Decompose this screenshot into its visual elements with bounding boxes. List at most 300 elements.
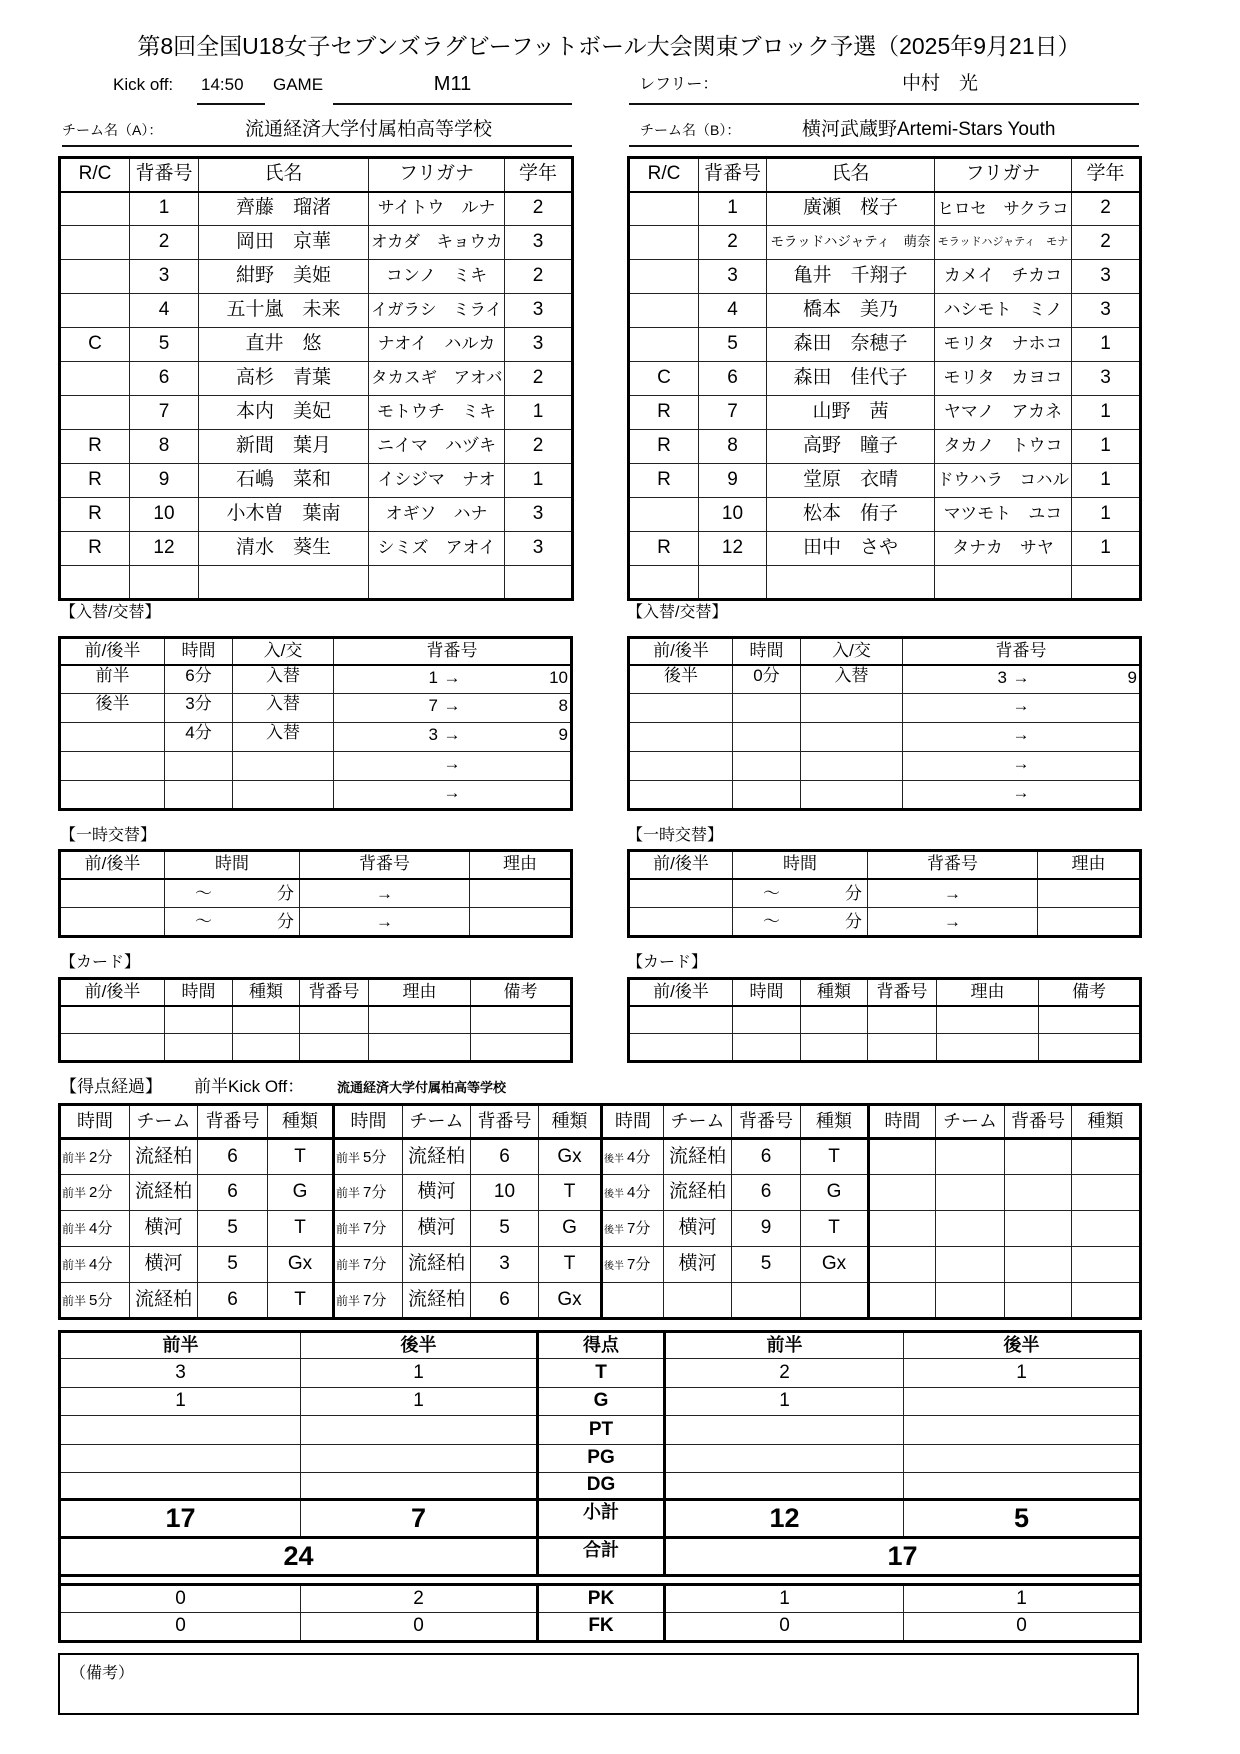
jersey-number-cell: 4 [130, 294, 199, 328]
reason-cell [470, 879, 572, 908]
referee-label: レフリー： [639, 76, 719, 93]
team-b-label: チーム名（B）： [640, 122, 741, 138]
half-cell [629, 723, 733, 752]
jersey-number-cell: 1 [699, 192, 767, 226]
jersey-change-cell [903, 723, 1141, 752]
score-type-cell: T [801, 1139, 869, 1175]
roster-header-row [629, 158, 1141, 192]
jersey-number-cell: 7 [699, 396, 767, 430]
score-summary-header-row [60, 1332, 1141, 1359]
jersey-number-cell: 8 [699, 430, 767, 464]
roster-row [629, 260, 1141, 294]
rc-cell [60, 294, 130, 328]
jersey-change-cell [334, 694, 572, 723]
roster-row [60, 396, 573, 430]
jersey-number-cell: 2 [130, 226, 199, 260]
score-type-label: G [538, 1388, 665, 1416]
roster-header-cell: 背番号 [130, 158, 199, 192]
half-label: 後半 [604, 1189, 624, 1201]
score-type-header: 得点 [538, 1332, 665, 1359]
cards-header-cell: 種類 [801, 979, 868, 1006]
cards-header-cell: 時間 [165, 979, 233, 1006]
sub-type-cell: 入替 [233, 723, 334, 752]
score-team-cell [664, 1283, 732, 1319]
score-summary-table [58, 1330, 1142, 1643]
jersey-change-cell [903, 665, 1141, 694]
time-cell [165, 752, 233, 781]
roster-header-cell: フリガナ [369, 158, 505, 192]
jersey-number-cell: 2 [699, 226, 767, 260]
kickoff-label: Kick off: [113, 75, 174, 94]
arrow-right-icon: → [1012, 696, 1030, 715]
half-label: 前半 [62, 1186, 87, 1201]
scoring-header-row [60, 1105, 1141, 1139]
score-time [871, 1289, 874, 1310]
team-b-second-half-value [904, 1445, 1141, 1473]
in-number: 8 [558, 696, 568, 715]
team-a-second-half-value: 1 [301, 1359, 538, 1388]
grade-cell: 3 [505, 498, 573, 532]
roster-header-cell: フリガナ [935, 158, 1072, 192]
minute-label: 4分 [627, 1148, 651, 1166]
temporary-header-cell: 背番号 [868, 851, 1038, 879]
team-b-temporary-heading: 【一時交替】 [627, 827, 724, 844]
penalty-type-label: PK [538, 1585, 665, 1613]
card-time-cell [733, 1006, 801, 1034]
jersey-number-cell [699, 566, 767, 600]
team-b-second-half-value: 1 [904, 1359, 1141, 1388]
rc-cell [629, 260, 699, 294]
score-time [871, 1217, 874, 1238]
score-time [604, 1217, 650, 1238]
player-name-cell: 森田 奈穂子 [767, 328, 935, 362]
minute-label: 7分 [363, 1291, 387, 1309]
roster-row [629, 396, 1141, 430]
score-time-cell [60, 1175, 130, 1211]
jersey-change-cell [903, 694, 1141, 723]
score-summary-row [60, 1473, 1141, 1500]
score-type-cell: T [268, 1139, 334, 1175]
score-type-label: T [538, 1359, 665, 1388]
substitution-header-cell: 背番号 [903, 638, 1141, 665]
team-b-first-half-value [665, 1416, 904, 1445]
minute-label: 5分 [363, 1148, 387, 1166]
score-team-cell [936, 1139, 1005, 1175]
team-b-second-half-value [904, 1388, 1141, 1416]
score-number-cell: 6 [198, 1283, 268, 1319]
temporary-row [629, 879, 1141, 908]
score-time [336, 1253, 386, 1274]
referee-name: 中村 光 [902, 73, 979, 94]
player-name-cell: 松本 侑子 [767, 498, 935, 532]
team-a-second-half-value: 7 [301, 1500, 538, 1538]
half-label: 後半 [604, 1261, 624, 1273]
grade-cell: 2 [505, 430, 573, 464]
score-summary-body [60, 1332, 1141, 1642]
score-number-cell: 6 [732, 1139, 801, 1175]
arrow-right-icon: → [443, 696, 461, 715]
score-summary-row [60, 1445, 1141, 1473]
team-b-first-half-value [665, 1445, 904, 1473]
player-kana-cell: カメイ チカコ [935, 260, 1072, 294]
grade-cell [505, 566, 573, 600]
score-time-cell [602, 1211, 664, 1247]
card-time-cell [165, 1034, 233, 1062]
score-team-cell [936, 1175, 1005, 1211]
sub-type-cell [801, 723, 903, 752]
reason-cell [470, 908, 572, 937]
card-reason-cell [937, 1006, 1039, 1034]
team-b-substitution-table [627, 636, 1142, 811]
score-type-cell: Gx [801, 1247, 869, 1283]
minute-label: 7分 [363, 1184, 387, 1202]
player-name-cell: 田中 さや [767, 532, 935, 566]
grade-cell: 3 [505, 328, 573, 362]
team-b-second-half-header: 後半 [904, 1332, 1141, 1359]
scoring-header-cell: 背番号 [1005, 1105, 1072, 1139]
penalty-row [60, 1613, 1141, 1642]
substitution-header-cell: 前/後半 [60, 638, 165, 665]
card-number-cell [868, 1034, 937, 1062]
half-cell: 前半 [60, 665, 165, 694]
time-cell [733, 694, 801, 723]
kickoff-time-underline [197, 103, 265, 105]
score-type-cell [1072, 1247, 1141, 1283]
scoring-header-cell: 時間 [602, 1105, 664, 1139]
score-number-cell: 6 [198, 1175, 268, 1211]
card-note-cell [471, 1006, 572, 1034]
card-half-cell [60, 1006, 165, 1034]
temporary-header-cell: 背番号 [300, 851, 470, 879]
time-cell [733, 752, 801, 781]
player-name-cell: 直井 悠 [199, 328, 369, 362]
substitution-header-cell: 前/後半 [629, 638, 733, 665]
rc-cell: R [60, 430, 130, 464]
score-number-cell: 6 [471, 1139, 539, 1175]
score-time [604, 1289, 607, 1310]
score-type-cell [1072, 1175, 1141, 1211]
game-id: M11 [433, 73, 472, 95]
team-b-roster-body [629, 158, 1141, 600]
team-a-substitution-heading: 【入替/交替】 [60, 604, 161, 621]
team-a-first-half-value: 0 [60, 1613, 301, 1642]
card-half-cell [629, 1006, 733, 1034]
arrow-right-icon: → [1012, 783, 1030, 802]
player-name-cell: 石嶋 菜和 [199, 464, 369, 498]
scoring-header-cell: 種類 [801, 1105, 869, 1139]
scoring-header-cell: 背番号 [198, 1105, 268, 1139]
card-type-cell [801, 1006, 868, 1034]
temporary-header-cell: 理由 [1038, 851, 1141, 879]
score-time-cell [869, 1283, 936, 1319]
substitution-row [60, 752, 572, 781]
player-name-cell: 亀井 千翔子 [767, 260, 935, 294]
substitution-row [60, 665, 572, 694]
score-team-cell [936, 1211, 1005, 1247]
score-number-cell [1005, 1247, 1072, 1283]
minute-unit: 分 [277, 883, 294, 903]
scoring-header-cell: 時間 [869, 1105, 936, 1139]
arrow-right-icon: → [1012, 754, 1030, 773]
player-name-cell [199, 566, 369, 600]
grade-cell [1072, 566, 1141, 600]
minute-label: 7分 [363, 1220, 387, 1238]
score-time-cell [334, 1211, 403, 1247]
score-time-cell [602, 1139, 664, 1175]
score-time [62, 1289, 112, 1310]
card-time-cell [165, 1006, 233, 1034]
score-team-cell: 横河 [403, 1175, 471, 1211]
team-a-substitution-table [58, 636, 573, 811]
player-name-cell: 廣瀬 桜子 [767, 192, 935, 226]
score-number-cell: 5 [471, 1211, 539, 1247]
score-team-cell [936, 1247, 1005, 1283]
team-a-second-half-value [301, 1445, 538, 1473]
score-number-cell: 6 [471, 1283, 539, 1319]
team-b-first-half-value: 12 [665, 1500, 904, 1538]
game-label: GAME [273, 75, 324, 94]
rc-cell: R [629, 430, 699, 464]
half-cell [629, 908, 733, 937]
grade-cell: 3 [505, 532, 573, 566]
player-name-cell: 堂原 衣晴 [767, 464, 935, 498]
score-type-cell [801, 1283, 869, 1319]
sub-type-cell [233, 781, 334, 810]
sub-type-cell [801, 694, 903, 723]
out-number: 3 [428, 725, 438, 744]
jersey-number-cell: 10 [130, 498, 199, 532]
team-b-substitution-body [629, 638, 1141, 810]
jersey-number-cell: 6 [699, 362, 767, 396]
score-time-cell [60, 1283, 130, 1319]
jersey-change-cell [903, 752, 1141, 781]
team-b-first-half-value [665, 1473, 904, 1500]
score-time [62, 1253, 112, 1274]
team-a-total-value: 24 [60, 1538, 538, 1576]
scoring-progress-table [58, 1103, 1142, 1320]
card-half-cell [60, 1034, 165, 1062]
player-kana-cell [935, 566, 1072, 600]
minute-label: 4分 [627, 1184, 651, 1202]
score-time-cell [334, 1283, 403, 1319]
team-b-first-half-value: 0 [665, 1613, 904, 1642]
score-time [604, 1253, 650, 1274]
scoring-header-cell: 背番号 [471, 1105, 539, 1139]
jersey-number-cell: 9 [699, 464, 767, 498]
jersey-change-cell [868, 908, 1038, 937]
score-type-cell [1072, 1211, 1141, 1247]
score-time [62, 1181, 112, 1202]
half-cell: 後半 [629, 665, 733, 694]
half-label: 前半 [336, 1186, 361, 1201]
time-cell: 6分 [165, 665, 233, 694]
player-kana-cell: イガラシ ミライ [369, 294, 505, 328]
cards-header-row [60, 979, 572, 1006]
card-time-cell [733, 1034, 801, 1062]
card-number-cell [300, 1006, 369, 1034]
score-summary-row [60, 1500, 1141, 1538]
game-id-underline [333, 103, 572, 105]
substitution-row [629, 665, 1141, 694]
team-a-name: 流通経済大学付属柏高等学校 [245, 119, 493, 140]
rc-cell [629, 566, 699, 600]
roster-row [60, 532, 573, 566]
out-number: 1 [428, 667, 438, 687]
score-number-cell: 9 [732, 1211, 801, 1247]
player-name-cell: 小木曽 葉南 [199, 498, 369, 532]
score-time-cell [334, 1247, 403, 1283]
team-b-total-value: 17 [665, 1538, 1141, 1576]
score-team-cell: 流経柏 [403, 1283, 471, 1319]
temporary-header-cell: 時間 [165, 851, 300, 879]
team-b-first-half-header: 前半 [665, 1332, 904, 1359]
out-number: 7 [428, 696, 438, 715]
first-half-kickoff-label: 前半Kick Off： [194, 1077, 305, 1096]
player-kana-cell: タカノ トウコ [935, 430, 1072, 464]
remarks-label: （備考） [70, 1665, 135, 1682]
substitution-row [629, 723, 1141, 752]
player-name-cell [767, 566, 935, 600]
team-a-temporary-heading: 【一時交替】 [60, 827, 157, 844]
in-number: 9 [558, 725, 568, 744]
team-b-temporary-table [627, 849, 1142, 938]
player-name-cell: 山野 茜 [767, 396, 935, 430]
half-label: 前半 [62, 1222, 87, 1237]
score-time-cell [60, 1139, 130, 1175]
scoring-header-cell: 種類 [1072, 1105, 1141, 1139]
roster-header-cell: 氏名 [199, 158, 369, 192]
score-time [336, 1181, 386, 1202]
jersey-number-cell: 4 [699, 294, 767, 328]
score-time [871, 1253, 874, 1274]
substitution-row [629, 752, 1141, 781]
grade-cell: 1 [1072, 498, 1141, 532]
scoring-header-cell: 種類 [268, 1105, 334, 1139]
score-team-cell: 流経柏 [403, 1139, 471, 1175]
roster-row [60, 430, 573, 464]
score-time-cell [869, 1247, 936, 1283]
score-time [871, 1181, 874, 1202]
player-kana-cell: ナオイ ハルカ [369, 328, 505, 362]
sub-type-cell: 入替 [801, 665, 903, 694]
score-time-cell [602, 1175, 664, 1211]
team-b-second-half-value: 1 [904, 1585, 1141, 1613]
score-time [62, 1217, 112, 1238]
roster-row [629, 532, 1141, 566]
time-range-cell [733, 908, 868, 937]
jersey-number-cell: 3 [699, 260, 767, 294]
team-a-cards-table [58, 977, 573, 1063]
team-a-first-half-header: 前半 [60, 1332, 301, 1359]
reason-cell [1038, 879, 1141, 908]
tilde-icon: ～ [763, 883, 780, 903]
substitution-row [629, 694, 1141, 723]
cards-header-cell: 背番号 [868, 979, 937, 1006]
substitution-header-row [629, 638, 1141, 665]
card-reason-cell [369, 1006, 471, 1034]
team-a-second-half-header: 後半 [301, 1332, 538, 1359]
rc-cell [629, 294, 699, 328]
player-kana-cell: モリタ カヨコ [935, 362, 1072, 396]
player-kana-cell [369, 566, 505, 600]
substitution-header-row [60, 638, 572, 665]
time-range-cell [165, 879, 300, 908]
card-number-cell [300, 1034, 369, 1062]
player-kana-cell: モラッドハジャティ モナ [935, 226, 1072, 260]
half-cell: 後半 [60, 694, 165, 723]
card-type-cell [233, 1034, 300, 1062]
roster-header-cell: 学年 [505, 158, 573, 192]
half-cell [629, 781, 733, 810]
cards-header-row [629, 979, 1141, 1006]
substitution-row [60, 723, 572, 752]
team-b-second-half-value: 0 [904, 1613, 1141, 1642]
score-time-cell [60, 1211, 130, 1247]
score-team-cell: 横河 [130, 1247, 198, 1283]
card-row [60, 1034, 572, 1062]
scoring-header-cell: 時間 [60, 1105, 130, 1139]
arrow-right-icon: → [443, 667, 461, 687]
team-b-temporary-body [629, 851, 1141, 937]
arrow-right-icon: → [944, 912, 961, 931]
roster-row [60, 566, 573, 600]
card-note-cell [471, 1034, 572, 1062]
minute-label: 5分 [89, 1291, 113, 1309]
card-row [60, 1006, 572, 1034]
rc-cell [629, 192, 699, 226]
rc-cell: R [60, 464, 130, 498]
score-team-cell: 横河 [664, 1211, 732, 1247]
jersey-change-cell [334, 781, 572, 810]
score-summary-row [60, 1416, 1141, 1445]
player-name-cell: 新間 葉月 [199, 430, 369, 464]
cards-header-cell: 前/後半 [60, 979, 165, 1006]
score-time-cell [869, 1139, 936, 1175]
minute-label: 7分 [627, 1256, 651, 1274]
team-a-first-half-value: 17 [60, 1500, 301, 1538]
temporary-header-row [629, 851, 1141, 879]
team-a-first-half-value: 0 [60, 1585, 301, 1613]
jersey-change-cell [903, 781, 1141, 810]
score-type-cell [1072, 1139, 1141, 1175]
player-name-cell: 橋本 美乃 [767, 294, 935, 328]
out-number: 3 [997, 667, 1007, 687]
cards-header-cell: 備考 [471, 979, 572, 1006]
cards-header-cell: 理由 [937, 979, 1039, 1006]
temporary-header-cell: 前/後半 [629, 851, 733, 879]
roster-header-cell: R/C [60, 158, 130, 192]
penalty-row [60, 1585, 1141, 1613]
score-number-cell: 5 [732, 1247, 801, 1283]
time-cell: 3分 [165, 694, 233, 723]
time-range-cell [165, 908, 300, 937]
card-half-cell [629, 1034, 733, 1062]
score-team-cell [936, 1283, 1005, 1319]
card-note-cell [1039, 1006, 1141, 1034]
rc-cell: R [629, 396, 699, 430]
cards-header-cell: 背番号 [300, 979, 369, 1006]
player-kana-cell: オカダ キョウカ [369, 226, 505, 260]
separator-band [60, 1576, 1141, 1585]
half-label: 前半 [62, 1293, 87, 1308]
score-number-cell: 3 [471, 1247, 539, 1283]
team-a-substitution-body [60, 638, 572, 810]
arrow-right-icon: → [443, 725, 461, 744]
jersey-change-cell [334, 723, 572, 752]
jersey-number-cell: 5 [130, 328, 199, 362]
grade-cell: 1 [505, 464, 573, 498]
player-kana-cell: マツモト ユコ [935, 498, 1072, 532]
